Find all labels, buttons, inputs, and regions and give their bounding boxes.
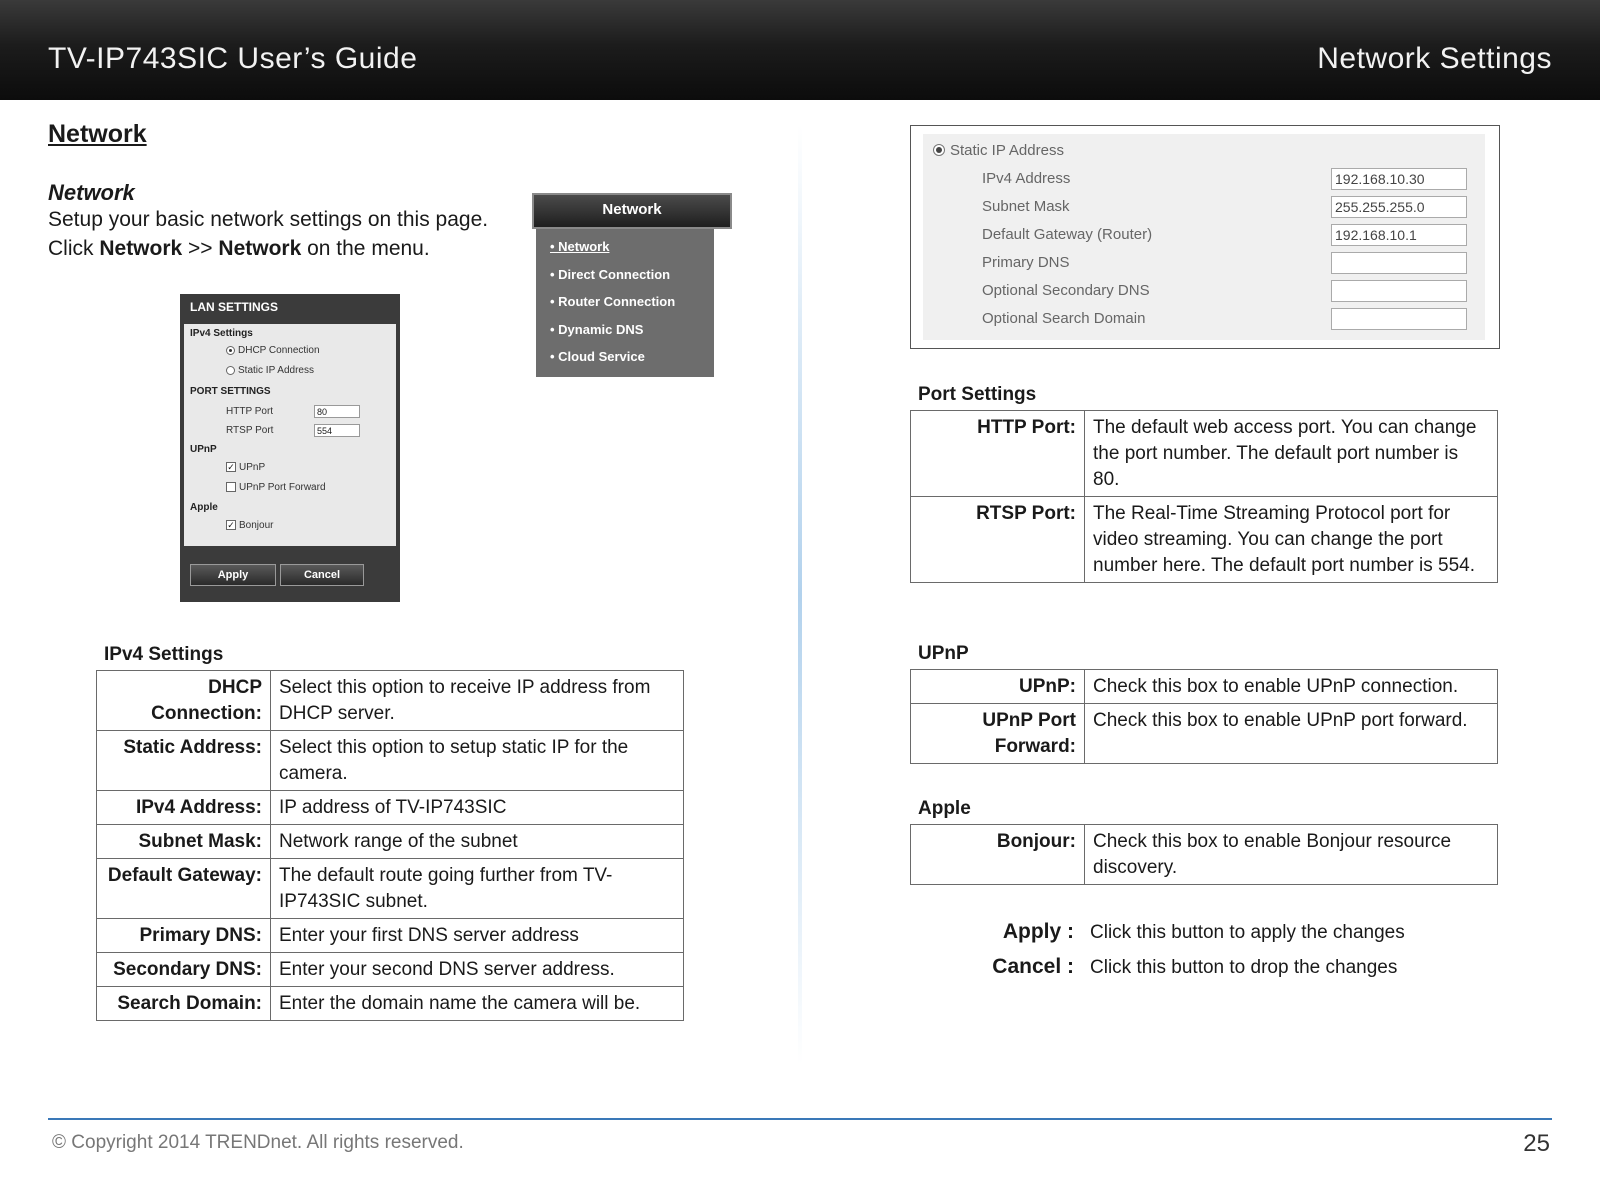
menu-item-dynamic-dns[interactable]: • Dynamic DNS: [550, 321, 644, 337]
network-menu-list: [536, 229, 714, 377]
upnp-label: UPnP: [239, 462, 266, 473]
search-domain-label: Optional Search Domain: [982, 310, 1146, 327]
bonjour-label: Bonjour: [239, 520, 274, 531]
upnp-table-caption: UPnP: [918, 643, 969, 664]
desc-upnp: Check this box to enable UPnP connection.: [1085, 670, 1498, 704]
term-ipv4: IPv4 Address:: [97, 791, 271, 825]
ipv4-settings-table: [96, 670, 684, 1021]
rtsp-port-input[interactable]: 554: [314, 424, 360, 437]
desc-secondary-dns: Enter your second DNS server address.: [271, 953, 684, 987]
term-gateway: Default Gateway:: [97, 859, 271, 919]
port-table-caption: Port Settings: [918, 384, 1037, 405]
section-title: Network: [48, 120, 147, 148]
table-row: [97, 953, 684, 987]
table-row: [911, 497, 1498, 583]
ipv4-address-label: IPv4 Address: [982, 170, 1071, 187]
table-row: [97, 919, 684, 953]
table-row: [911, 704, 1498, 764]
port-settings-table: [910, 410, 1498, 583]
network-menu-title: Network: [532, 193, 732, 229]
term-search-domain: Search Domain:: [97, 987, 271, 1021]
upnp-table: [910, 669, 1498, 764]
desc-dhcp: Select this option to receive IP address from DHCP server.: [271, 671, 684, 731]
desc-gateway: The default route going further from TV-IP743SIC subnet.: [271, 859, 684, 919]
table-row: [97, 671, 684, 731]
ipv4-heading: IPv4 Settings: [190, 328, 253, 339]
copyright: © Copyright 2014 TRENDnet. All rights reserved.: [52, 1132, 464, 1153]
menu-path-1: Network: [99, 237, 183, 260]
term-dhcp: DHCP Connection:: [97, 671, 271, 731]
static-ip-panel: [910, 125, 1500, 349]
upnp-forward-checkbox[interactable]: [226, 482, 236, 492]
term-primary-dns: Primary DNS:: [97, 919, 271, 953]
cancel-description: Click this button to drop the changes: [1090, 957, 1398, 978]
term-upnp-forward: UPnP Port Forward:: [911, 704, 1085, 764]
http-port-input[interactable]: 80: [314, 405, 360, 418]
apple-table: [910, 824, 1498, 885]
lan-settings-body: [184, 324, 396, 546]
guide-title: TV-IP743SIC User’s Guide: [48, 42, 418, 75]
search-domain-input[interactable]: [1331, 308, 1467, 330]
term-upnp: UPnP:: [911, 670, 1085, 704]
desc-subnet: Network range of the subnet: [271, 825, 684, 859]
static-label: Static IP Address: [238, 365, 314, 376]
primary-dns-input[interactable]: [1331, 252, 1467, 274]
term-bonjour: Bonjour:: [911, 825, 1085, 885]
subnet-mask-label: Subnet Mask: [982, 198, 1070, 215]
desc-ipv4: IP address of TV-IP743SIC: [271, 791, 684, 825]
page-header: [0, 0, 1600, 100]
table-row: [911, 411, 1498, 497]
apply-button[interactable]: Apply: [190, 564, 276, 586]
term-http-port: HTTP Port:: [911, 411, 1085, 497]
table-row: [97, 791, 684, 825]
static-ip-body: [923, 134, 1485, 340]
rtsp-port-label: RTSP Port: [226, 425, 274, 436]
upnp-checkbox[interactable]: ✓: [227, 462, 235, 472]
upnp-heading: UPnP: [190, 444, 217, 455]
desc-rtsp-port: The Real-Time Streaming Protocol port for video streaming. You can change the port number here. The default port number is 554.: [1085, 497, 1498, 583]
intro-line-2: Click Network >> Network on the menu.: [48, 237, 430, 260]
ipv4-table-caption: IPv4 Settings: [104, 644, 224, 665]
apple-table-caption: Apple: [918, 798, 971, 819]
menu-item-direct-connection[interactable]: • Direct Connection: [550, 266, 671, 282]
term-subnet: Subnet Mask:: [97, 825, 271, 859]
bonjour-checkbox[interactable]: ✓: [227, 520, 235, 530]
secondary-dns-label: Optional Secondary DNS: [982, 282, 1150, 299]
term-static: Static Address:: [97, 731, 271, 791]
column-divider: [798, 125, 802, 1065]
desc-search-domain: Enter the domain name the camera will be.: [271, 987, 684, 1021]
menu-item-router-connection[interactable]: • Router Connection: [550, 294, 676, 309]
table-row: [97, 987, 684, 1021]
menu-path-2: Network: [218, 237, 302, 260]
secondary-dns-input[interactable]: [1331, 280, 1467, 302]
page-number: 25: [1523, 1130, 1550, 1157]
apply-term: Apply :: [1002, 920, 1074, 943]
gateway-label: Default Gateway (Router): [982, 226, 1153, 243]
ipv4-address-input[interactable]: 192.168.10.30: [1331, 168, 1467, 190]
desc-upnp-forward: Check this box to enable UPnP port forward.: [1085, 704, 1498, 764]
lan-settings-panel: [180, 294, 400, 602]
menu-item-network[interactable]: • Network: [550, 239, 610, 254]
static-radio[interactable]: [226, 366, 235, 375]
upnp-forward-label: UPnP Port Forward: [239, 482, 326, 493]
primary-dns-label: Primary DNS: [982, 254, 1070, 271]
desc-bonjour: Check this box to enable Bonjour resource discovery.: [1085, 825, 1498, 885]
apple-heading: Apple: [190, 502, 218, 513]
desc-primary-dns: Enter your first DNS server address: [271, 919, 684, 953]
table-row: [97, 859, 684, 919]
term-rtsp-port: RTSP Port:: [911, 497, 1085, 583]
dhcp-radio[interactable]: [226, 346, 235, 355]
table-row: [97, 825, 684, 859]
footer-rule: [48, 1118, 1552, 1120]
static-ip-radio-label: Static IP Address: [950, 142, 1064, 159]
desc-static: Select this option to setup static IP for the camera.: [271, 731, 684, 791]
port-settings-heading: PORT SETTINGS: [190, 386, 271, 397]
section-name: Network Settings: [1317, 42, 1552, 75]
cancel-term: Cancel :: [992, 955, 1074, 978]
table-row: [911, 825, 1498, 885]
cancel-button[interactable]: Cancel: [280, 564, 364, 586]
menu-item-cloud-service[interactable]: • Cloud Service: [550, 349, 645, 364]
table-row: [911, 670, 1498, 704]
subnet-mask-input[interactable]: 255.255.255.0: [1331, 196, 1467, 218]
dhcp-label: DHCP Connection: [238, 345, 320, 356]
intro-heading: Network: [48, 180, 135, 205]
desc-http-port: The default web access port. You can change the port number. The default port number is 80.: [1085, 411, 1498, 497]
network-menu: [532, 193, 732, 377]
static-ip-radio[interactable]: [933, 144, 945, 156]
http-port-label: HTTP Port: [226, 406, 274, 417]
apply-description: Click this button to apply the changes: [1090, 922, 1405, 943]
term-secondary-dns: Secondary DNS:: [97, 953, 271, 987]
table-row: [97, 731, 684, 791]
intro-line-1: Setup your basic network settings on this page.: [48, 208, 489, 231]
lan-settings-title: LAN SETTINGS: [190, 300, 279, 314]
gateway-input[interactable]: 192.168.10.1: [1331, 224, 1467, 246]
